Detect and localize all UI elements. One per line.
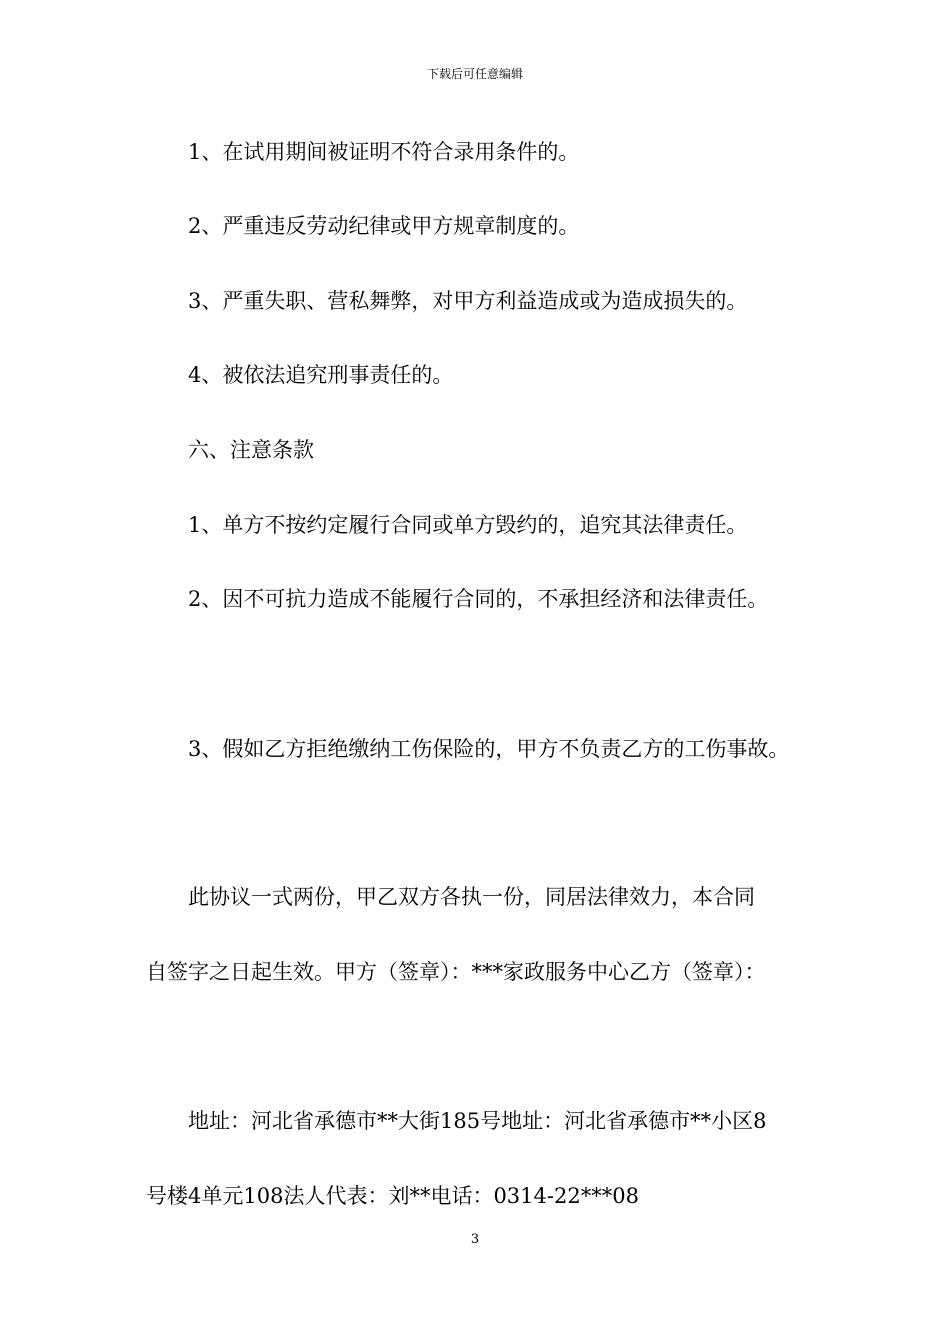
- notice-item-1: 1、单方不按约定履行合同或单方毁约的，追究其法律责任。: [188, 513, 748, 537]
- notice-item-2: 2、因不可抗力造成不能履行合同的，不承担经济和法律责任。: [188, 587, 769, 611]
- page-header: 下载后可任意编辑: [426, 67, 523, 81]
- section-heading: 六、注意条款: [188, 438, 314, 462]
- agreement-paragraph-line-1: 此协议一式两份，甲乙双方各执一份，同居法律效力，本合同: [188, 885, 755, 909]
- clause-item-2: 2、严重违反劳动纪律或甲方规章制度的。: [188, 214, 580, 238]
- clause-item-3: 3、严重失职、营私舞弊，对甲方利益造成或为造成损失的。: [188, 289, 748, 313]
- clause-item-1: 1、在试用期间被证明不符合录用条件的。: [188, 140, 580, 164]
- address-line-2: 号楼4单元108法人代表：刘**电话：0314-22***08: [146, 1184, 639, 1208]
- address-line-1: 地址：河北省承德市**大街185号地址：河北省承德市**小区8: [188, 1109, 767, 1133]
- page-number: 3: [470, 1232, 480, 1247]
- agreement-paragraph-line-2: 自签字之日起生效。甲方（签章）：***家政服务中心乙方（签章）：: [146, 960, 766, 984]
- clause-item-4: 4、被依法追究刑事责任的。: [188, 363, 454, 387]
- notice-item-3: 3、假如乙方拒绝缴纳工伤保险的，甲方不负责乙方的工伤事故。: [188, 737, 790, 761]
